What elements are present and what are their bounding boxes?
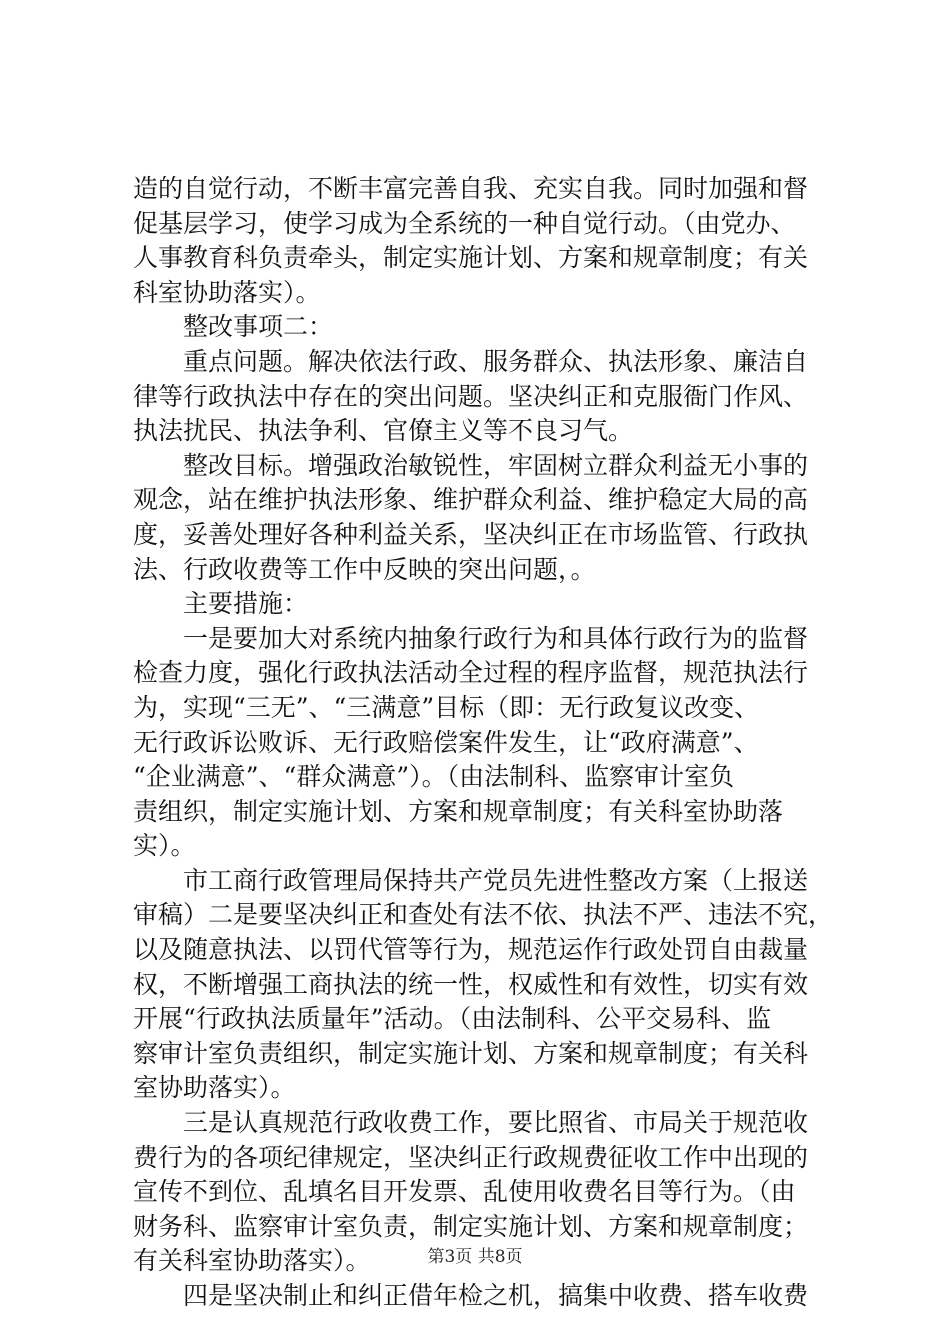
- document-body: [133, 172, 833, 1314]
- text-line: 有关科室协助落实）。: [133, 1246, 371, 1276]
- text-line: 一是要加大对系统内抽象行政行为和具体行政行为的监督: [183, 623, 809, 653]
- text-line: 整改事项二：: [183, 312, 334, 342]
- text-line: 室协助落实）。: [133, 1073, 296, 1103]
- text-line: 法、行政收费等工作中反映的突出问题，。: [133, 554, 596, 584]
- text-line: 实）。: [133, 831, 196, 861]
- text-line: 整改目标。增强政治敏锐性，牢固树立群众利益无小事的: [183, 450, 809, 480]
- text-line: 科室协助落实）。: [133, 277, 321, 307]
- text-line: 费行为的各项纪律规定，坚决纠正行政规费征收工作中出现的: [133, 1142, 809, 1172]
- text-line: 为，实现“三无”、“三满意”目标（即：无行政复议改变、: [133, 692, 760, 722]
- page-footer: 第3页 共8页: [427, 1247, 523, 1267]
- text-line: “企业满意”、“群众满意”）。（由法制科、监察审计室负: [133, 762, 735, 792]
- text-line: 重点问题。解决依法行政、服务群众、执法形象、廉洁自: [183, 346, 809, 376]
- text-line: 无行政诉讼败诉、无行政赔偿案件发生，让“政府满意”、: [133, 727, 759, 757]
- text-line: 财务科、监察审计室负责，制定实施计划、方案和规章制度；: [133, 1211, 809, 1241]
- text-line: 开展“行政执法质量年”活动。（由法制科、公平交易科、监: [133, 1004, 772, 1034]
- text-line: 责组织，制定实施计划、方案和规章制度；有关科室协助落: [133, 796, 784, 826]
- text-line: 律等行政执法中存在的突出问题。坚决纠正和克服衙门作风、: [133, 381, 809, 411]
- text-line: 造的自觉行动，不断丰富完善自我、充实自我。同时加强和督: [133, 174, 809, 203]
- text-line: 宣传不到位、乱填名目开发票、乱使用收费名目等行为。（由: [133, 1177, 796, 1207]
- text-line: 人事教育科负责牵头，制定实施计划、方案和规章制度；有关: [133, 243, 809, 273]
- text-line: 四是坚决制止和纠正借年检之机，搞集中收费、搭车收费: [183, 1281, 809, 1310]
- text-line: 权，不断增强工商执法的统一性，权威性和有效性，切实有效: [133, 969, 809, 999]
- text-line: 检查力度，强化行政执法活动全过程的程序监督，规范执法行: [133, 658, 809, 688]
- text-line: 执法扰民、执法争利、官僚主义等不良习气。: [133, 416, 634, 446]
- text-line: 度，妥善处理好各种利益关系，坚决纠正在市场监管、行政执: [133, 519, 809, 549]
- text-line: 以及随意执法、以罚代管等行为，规范运作行政处罚自由裁量: [133, 935, 809, 965]
- text-line: 主要措施：: [183, 589, 309, 619]
- text-line: 察审计室负责组织，制定实施计划、方案和规章制度；有关科: [133, 1038, 809, 1068]
- text-line: 审稿）二是要坚决纠正和查处有法不依、执法不严、违法不究，: [133, 900, 834, 930]
- text-line: 市工商行政管理局保持共产党员先进性整改方案（上报送: [183, 865, 809, 895]
- text-line: 三是认真规范行政收费工作，要比照省、市局关于规范收: [183, 1108, 809, 1138]
- text-line: 观念，站在维护执法形象、维护群众利益、维护稳定大局的高: [133, 485, 809, 515]
- text-line: 促基层学习，使学习成为全系统的一种自觉行动。（由党办、: [133, 208, 796, 238]
